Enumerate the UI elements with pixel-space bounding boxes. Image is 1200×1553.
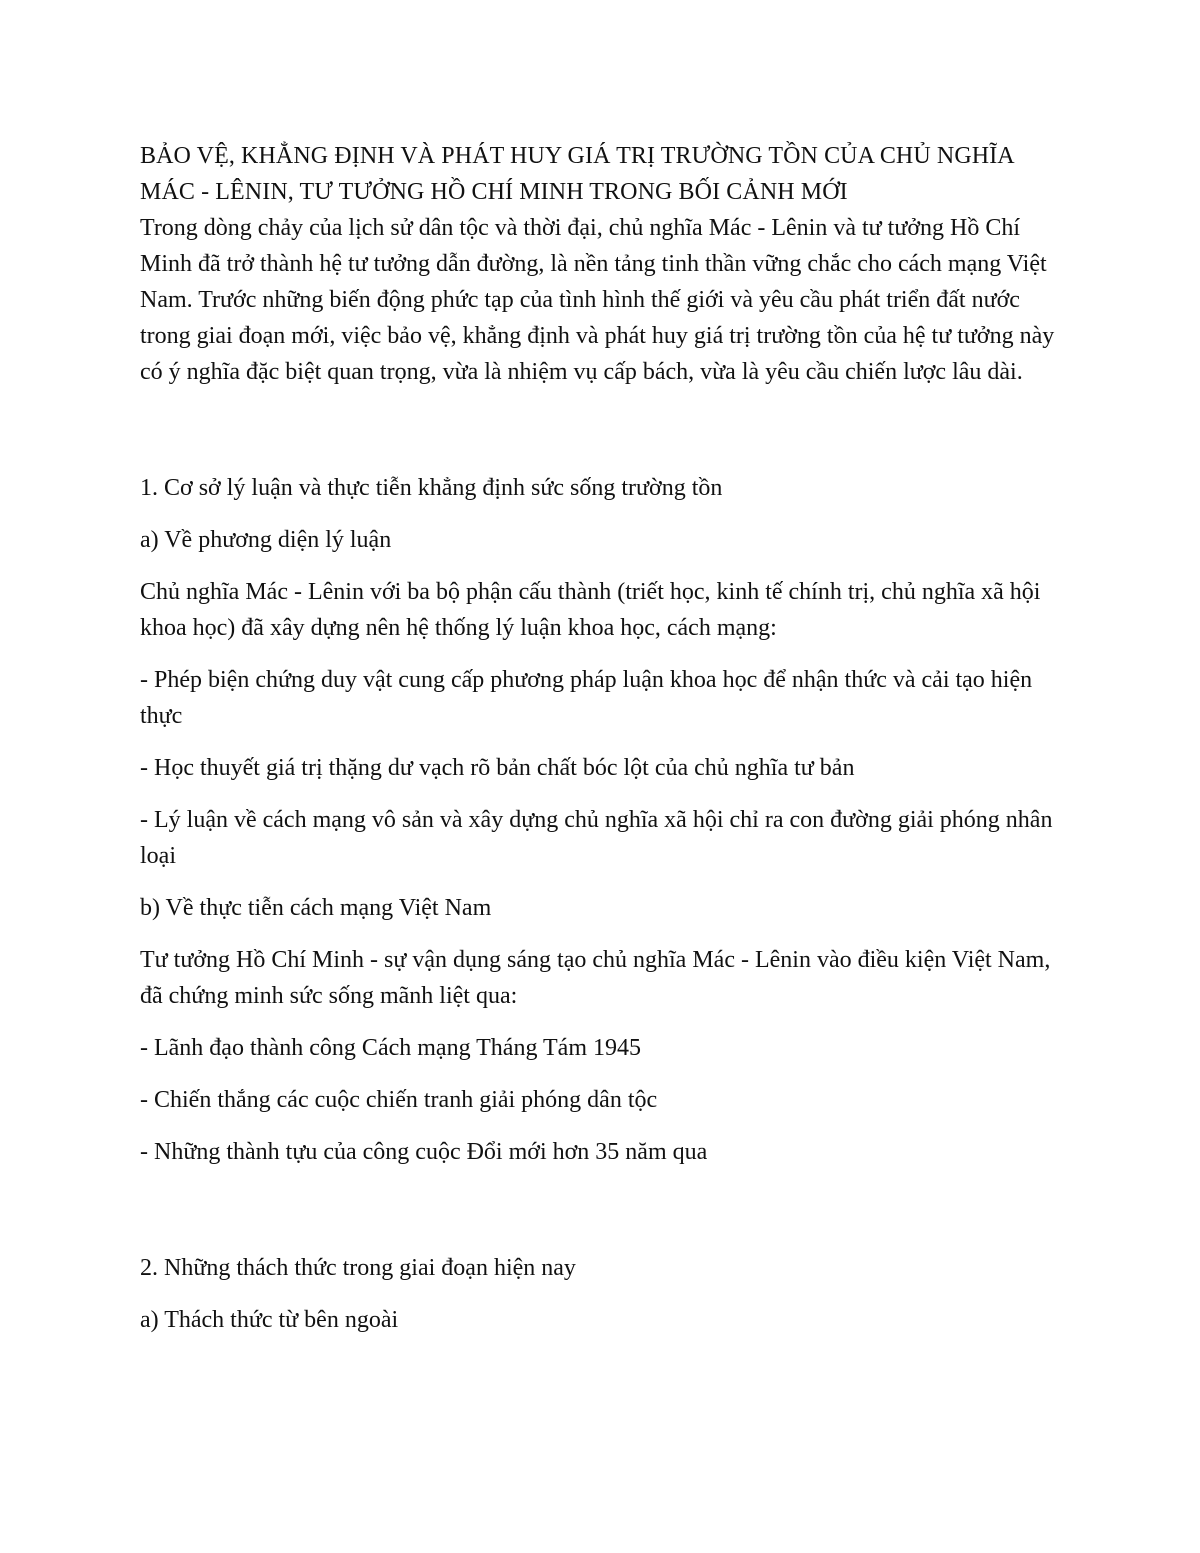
section-2-heading: 2. Những thách thức trong giai đoạn hiện nay — [140, 1255, 576, 1281]
section-1-heading: 1. Cơ sở lý luận và thực tiễn khẳng định sức sống trường tồn — [140, 475, 723, 501]
section-1a-subheading: a) Về phương diện lý luận — [140, 527, 392, 553]
bullet-item: - Chiến thắng các cuộc chiến tranh giải phóng dân tộc — [140, 1087, 658, 1113]
section-1a-paragraph: Chủ nghĩa Mác - Lênin với ba bộ phận cấu thành (triết học, kinh tế chính trị, chủ nghĩa xã hội khoa học) đã xây dựng nên hệ thống lý luận khoa học, cách mạng: — [140, 579, 1041, 641]
section-2a-subheading: a) Thách thức từ bên ngoài — [140, 1307, 399, 1333]
document-title: BẢO VỆ, KHẲNG ĐỊNH VÀ PHÁT HUY GIÁ TRỊ TRƯỜNG TỒN CỦA CHỦ NGHĨA MÁC - LÊNIN, TƯ TƯỞNG HỒ CHÍ MINH TRONG BỐI CẢNH MỚI — [140, 143, 1014, 205]
bullet-item: - Lý luận về cách mạng vô sản và xây dựng chủ nghĩa xã hội chỉ ra con đường giải phóng nhân loại — [140, 807, 1053, 869]
bullet-item: - Học thuyết giá trị thặng dư vạch rõ bản chất bóc lột của chủ nghĩa tư bản — [140, 755, 855, 781]
intro-paragraph: Trong dòng chảy của lịch sử dân tộc và thời đại, chủ nghĩa Mác - Lênin và tư tưởng Hồ Chí Minh đã trở thành hệ tư tưởng dẫn đường, là nền tảng tinh thần vững chắc cho cách mạng Việt Nam. Trước những biến động phức tạp của tình hình thế giới và yêu cầu phát triển đất nước trong giai đoạn mới, việc bảo vệ, khẳng định và phát huy giá trị trường tồn của hệ tư tưởng này có ý nghĩa đặc biệt quan trọng, vừa là nhiệm vụ cấp bách, vừa là yêu cầu chiến lược lâu dài. — [140, 215, 1055, 385]
document-page — [140, 138, 1070, 1338]
bullet-item: - Những thành tựu của công cuộc Đổi mới hơn 35 năm qua — [140, 1139, 708, 1165]
bullet-item: - Lãnh đạo thành công Cách mạng Tháng Tám 1945 — [140, 1035, 641, 1061]
bullet-item: - Phép biện chứng duy vật cung cấp phương pháp luận khoa học để nhận thức và cải tạo hiện thực — [140, 667, 1033, 729]
section-1b-paragraph: Tư tưởng Hồ Chí Minh - sự vận dụng sáng tạo chủ nghĩa Mác - Lênin vào điều kiện Việt Nam, đã chứng minh sức sống mãnh liệt qua: — [140, 947, 1051, 1009]
section-1b-subheading: b) Về thực tiễn cách mạng Việt Nam — [140, 895, 492, 921]
